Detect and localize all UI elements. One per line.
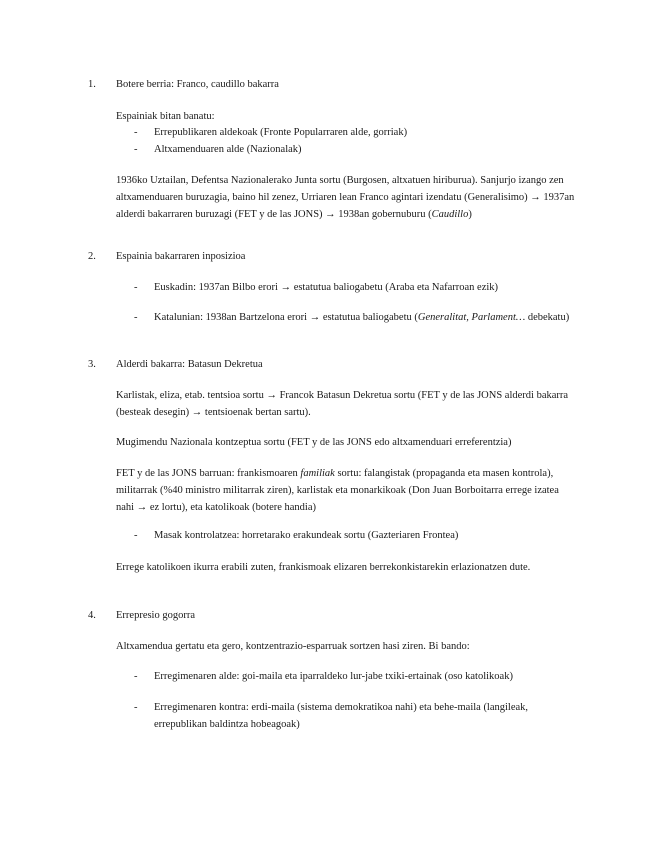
list-item-text: Altxamenduaren alde (Nazionalak) (154, 144, 302, 155)
section-number: 1. (88, 79, 96, 90)
bullet-dash: - (134, 530, 138, 541)
bullet-dash: - (134, 312, 138, 323)
list-item (88, 141, 578, 158)
section-heading: Botere berria: Franco, caudillo bakarra (116, 79, 279, 90)
list-item-text: Euskadin: 1937an Bilbo erori → estatutua baliogabetu (Araba eta Nafarroan ezik) (154, 282, 499, 293)
section-number: 2. (88, 251, 96, 262)
bullet-dash: - (134, 127, 138, 138)
list-item (88, 527, 578, 544)
bullet-dash: - (134, 702, 138, 713)
section-heading: Alderdi bakarra: Batasun Dekretua (116, 359, 263, 370)
list-item (88, 309, 578, 326)
list-item-text: Errepublikaren aldekoak (Fronte Popularraren alde, gorriak) (154, 127, 408, 138)
list-item-text: Masak kontrolatzea: horretarako erakundeak sortu (Gazteriaren Frontea) (154, 530, 459, 541)
paragraph: Mugimendu Nazionala kontzeptua sortu (FET y de las JONS edo altxamenduari erreferentzia) (116, 437, 512, 448)
list-item-text: Erregimenaren kontra: erdi-maila (sistema demokratikoa nahi) eta behe-maila (langileak, errepublikan baldintza hobeagoak) (154, 702, 529, 730)
list-item-text: Katalunian: 1938an Bartzelona erori → estatutua baliogabetu (Generalitat, Parlament… debekatu) (154, 312, 570, 323)
bullet-dash: - (134, 144, 138, 155)
section-heading: Espainia bakarraren inposizioa (116, 251, 246, 262)
paragraph: Karlistak, eliza, etab. tentsioa sortu → Francok Batasun Dekretua sortu (FET y de las JONS alderdi bakarra (besteak desegin) → tentsioenak bertan sartu). (116, 390, 569, 418)
paragraph: Altxamendua gertatu eta gero, kontzentrazio-esparruak sortzen hasi ziren. Bi bando: (116, 641, 470, 652)
section-number: 3. (88, 359, 96, 370)
section-number: 4. (88, 610, 96, 621)
bullet-dash: - (134, 671, 138, 682)
paragraph: Errege katolikoen ikurra erabili zuten, frankismoak elizaren berrekonkistarekin erlazionatzen dute. (116, 562, 531, 573)
list-item-text: Erregimenaren alde: goi-maila eta iparraldeko lur-jabe txiki-ertainak (oso katolikoak) (154, 671, 513, 682)
bullet-dash: - (134, 282, 138, 293)
list-item (88, 124, 578, 141)
list-item (88, 279, 578, 296)
list-item (88, 668, 578, 685)
section-heading: Errepresio gogorra (116, 610, 196, 621)
paragraph: FET y de las JONS barruan: frankismoaren familiak sortu: falangistak (propaganda eta masen kontrola), militarrak (%40 ministro militarrak ziren), karlistak eta monarkikoak (Don Juan Borboitarra errege izatea nahi → ez lortu), eta katolikoak (botere handia) (116, 468, 559, 513)
paragraph: Espainiak bitan banatu: (116, 111, 215, 122)
list-item (88, 699, 578, 733)
paragraph: 1936ko Uztailan, Defentsa Nazionalerako Junta sortu (Burgosen, altxatuen hiriburua). Sanjurjo izango zen altxamenduaren buruzagia, baino hil zenez, Urriaren lean Franco agintari izendatu (Generalisimo) → 1937an alderdi bakarraren buruzagi (FET y de las JONS) → 1938an gobernuburu (Caudillo) (116, 175, 575, 220)
